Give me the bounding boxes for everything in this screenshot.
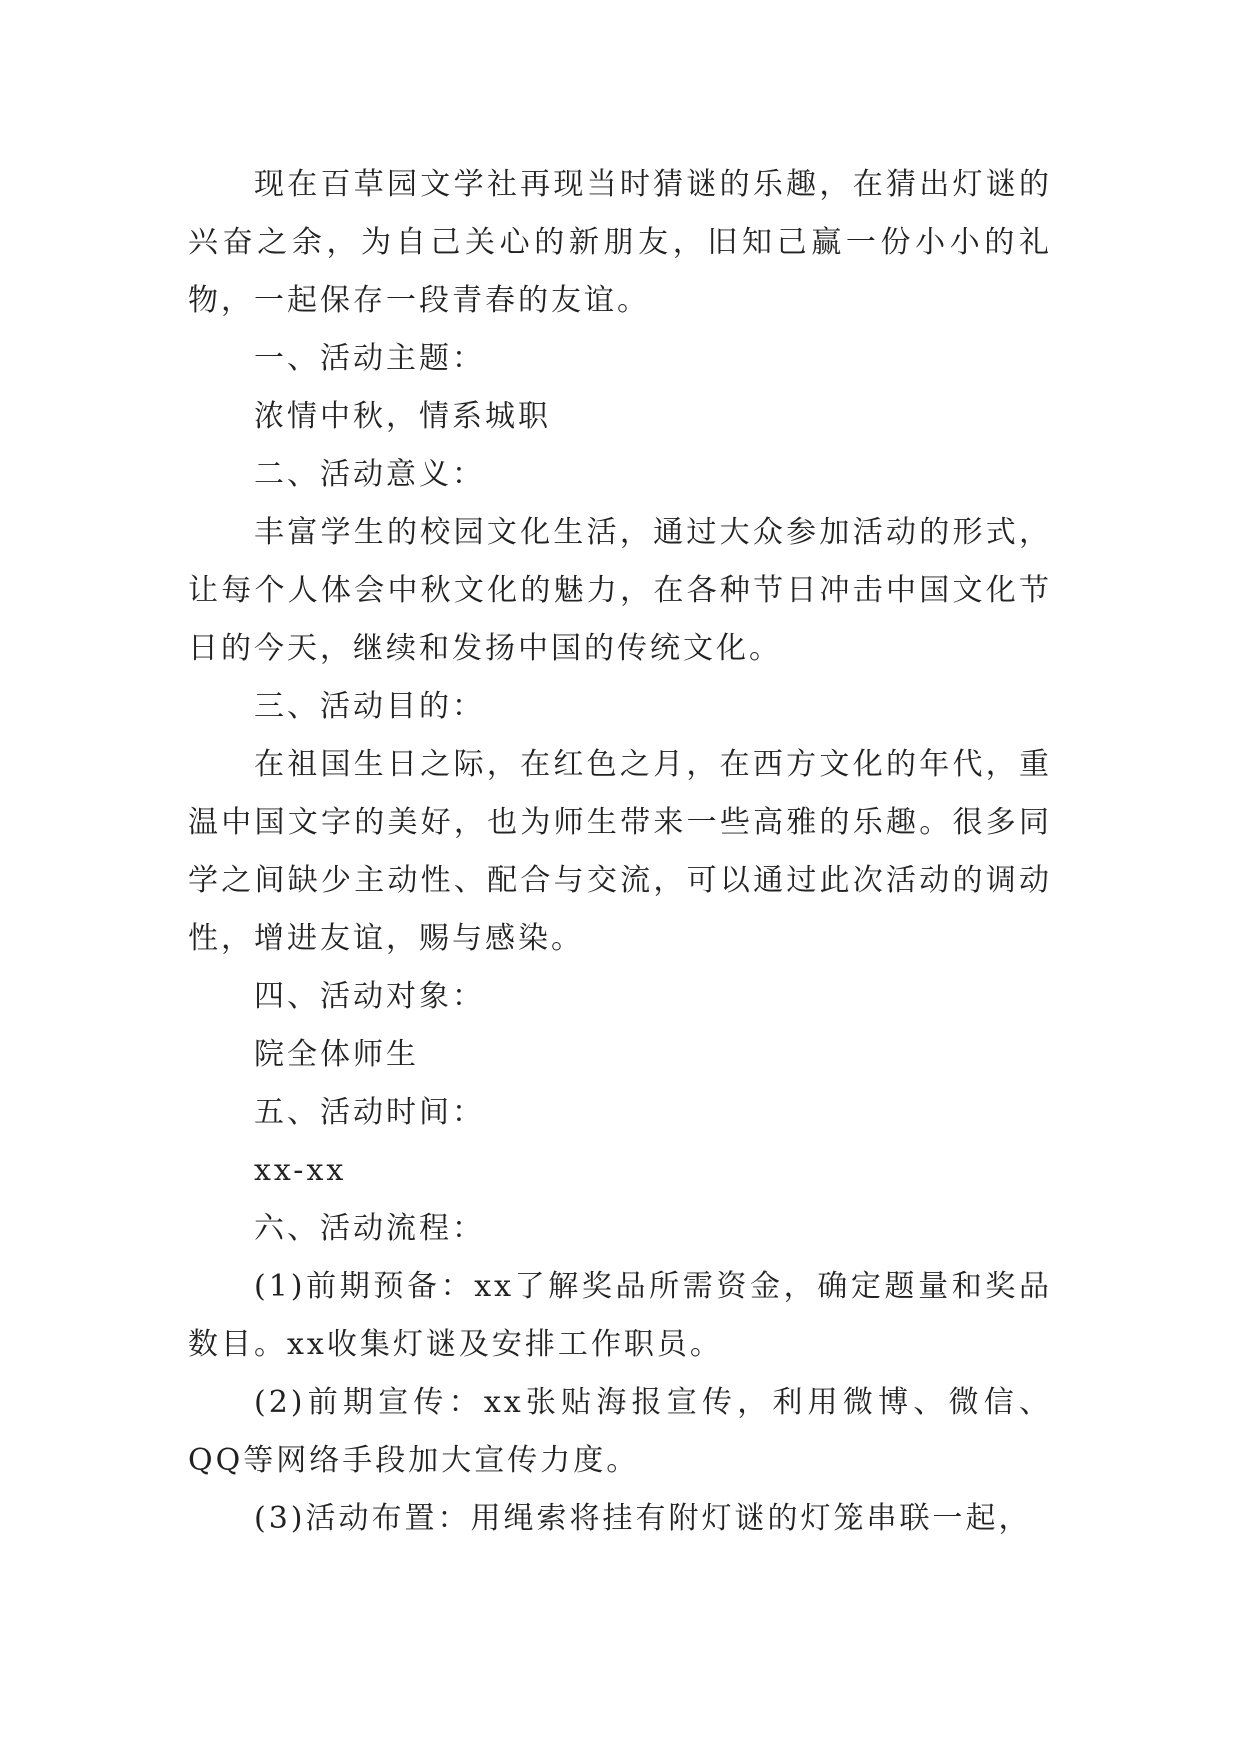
paragraph-significance: 丰富学生的校园文化生活，通过大众参加活动的形式，让每个人体会中秋文化的魅力，在各种节日冲击中国文化节日的今天，继续和发扬中国的传统文化。 — [188, 515, 1052, 666]
paragraph-purpose: 在祖国生日之际，在红色之月，在西方文化的年代，重温中国文字的美好，也为师生带来一些高雅的乐趣。很多同学之间缺少主动性、配合与交流，可以通过此次活动的调动性，增进友谊，赐与感染。 — [188, 747, 1052, 956]
heading-activity-significance: 二、活动意义： — [254, 457, 485, 492]
document-body — [188, 156, 1052, 1548]
paragraph-process-step-3: (3)活动布置：用绳索将挂有附灯谜的灯笼串联一起， — [254, 1501, 1032, 1536]
paragraph-process-step-2: (2)前期宣传：xx张贴海报宣传，利用微博、微信、QQ等网络手段加大宣传力度。 — [188, 1385, 1052, 1478]
heading-activity-theme: 一、活动主题： — [254, 341, 485, 376]
heading-activity-time: 五、活动时间： — [254, 1095, 485, 1130]
paragraph-theme: 浓情中秋，情系城职 — [254, 399, 551, 434]
heading-activity-purpose: 三、活动目的： — [254, 689, 485, 724]
paragraph-audience: 院全体师生 — [254, 1037, 419, 1072]
paragraph-process-step-1: (1)前期预备：xx了解奖品所需资金，确定题量和奖品数目。xx收集灯谜及安排工作职员。 — [188, 1269, 1052, 1362]
heading-activity-audience: 四、活动对象： — [254, 979, 485, 1014]
heading-activity-process: 六、活动流程： — [254, 1211, 485, 1246]
paragraph-intro: 现在百草园文学社再现当时猜谜的乐趣，在猜出灯谜的兴奋之余，为自己关心的新朋友，旧知己赢一份小小的礼物，一起保存一段青春的友谊。 — [188, 167, 1052, 318]
paragraph-time: xx-xx — [254, 1153, 347, 1188]
